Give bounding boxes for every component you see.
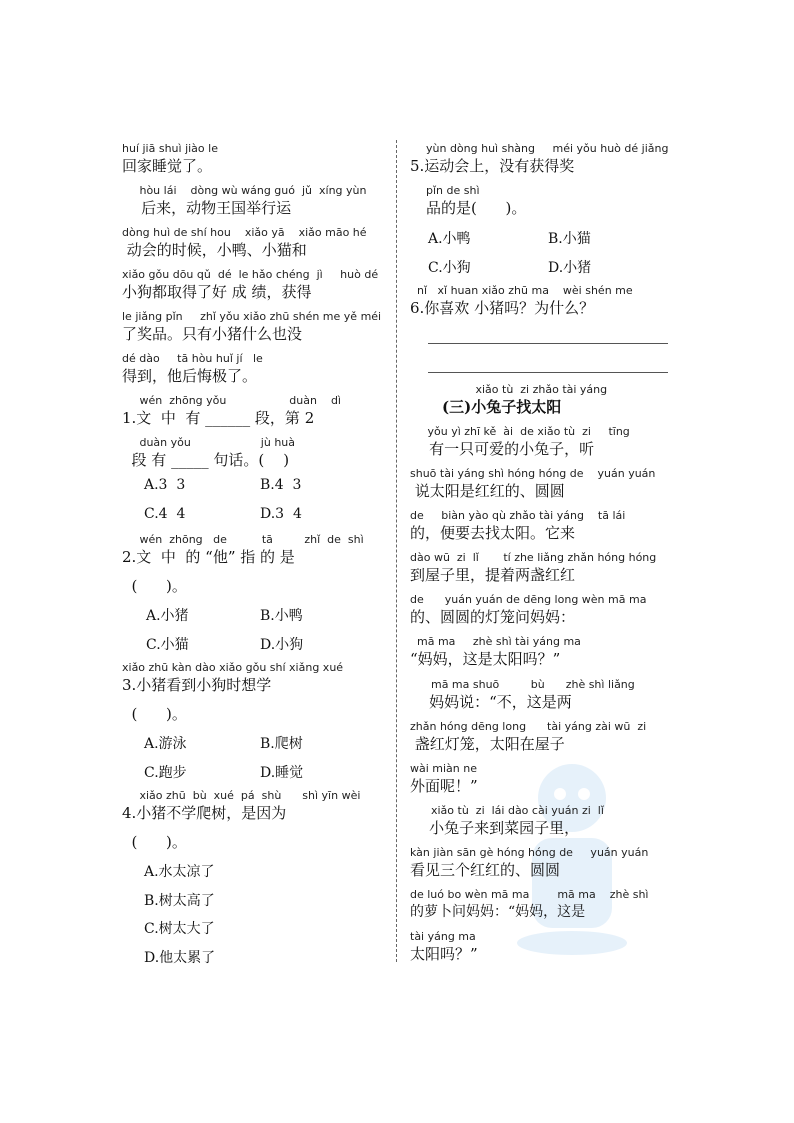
q5-option-d[interactable]: D.小猪 (548, 260, 592, 276)
q4-option-a[interactable]: A.水太凉了 (144, 864, 215, 880)
q5-option-a[interactable]: A.小鸭 (428, 231, 471, 247)
q3-option-d[interactable]: D.睡觉 (260, 765, 304, 781)
q1-option-d[interactable]: D.3 4 (260, 506, 302, 522)
q3-option-c[interactable]: C.跑步 (144, 765, 187, 781)
q2-option-a[interactable]: A.小猪 (146, 608, 189, 624)
story-line-1 (410, 425, 630, 459)
hanzi: 外面呢！” (410, 777, 478, 795)
pinyin: yǒu yì zhī kě ài de xiǎo tù zi tīng (410, 425, 630, 438)
question-1-text: 1.文 中 有 ______ 段，第 2 (122, 409, 315, 427)
hanzi: 有一只可爱的小兔子，听 (410, 440, 595, 458)
q5-option-b[interactable]: B.小猫 (548, 231, 591, 247)
question-5-text-2[interactable]: 品的是( )。 (426, 199, 527, 217)
answer-blank[interactable]: ( )。 (122, 705, 187, 723)
story-line-4 (122, 268, 378, 302)
story-line-7 (410, 678, 635, 712)
answer-blank[interactable]: ( )。 (122, 833, 187, 851)
story-line-10 (410, 804, 604, 838)
q2-option-b[interactable]: B.小鸭 (260, 608, 303, 624)
pinyin: xiǎo gǒu dōu qǔ dé le hǎo chéng jì huò dé (122, 268, 379, 281)
hanzi: 的萝卜问妈妈：“妈妈，这是 (410, 904, 586, 920)
pinyin: xiǎo zhū kàn dào xiǎo gǒu shí xiǎng xué (122, 661, 344, 674)
answer-blank[interactable]: ( )。 (122, 577, 187, 595)
hanzi: 了奖品。只有小猪什么也没 (122, 325, 303, 343)
q5-option-c[interactable]: C.小狗 (428, 260, 471, 276)
question-4 (122, 789, 360, 852)
story-line-2 (122, 184, 366, 218)
q1-option-b[interactable]: B.4 3 (260, 477, 302, 493)
pinyin: kàn jiàn sān gè hóng hóng de yuán yuán (410, 846, 649, 859)
pinyin: dé dào tā hòu huǐ jí le (122, 352, 263, 365)
question-2 (122, 533, 364, 596)
pinyin: xiǎo tù zi lái dào cài yuán zi lǐ (410, 804, 604, 817)
hanzi: 回家睡觉了。 (122, 157, 213, 175)
pinyin: de biàn yào qù zhǎo tài yáng tā lái (410, 509, 626, 522)
q4-option-b[interactable]: B.树太高了 (144, 893, 215, 909)
section-title (410, 383, 607, 417)
answer-line-1[interactable] (428, 343, 668, 344)
pinyin: wén zhōng de tā zhǐ de shì (122, 533, 364, 546)
q2-option-d[interactable]: D.小狗 (260, 637, 304, 653)
story-line-1 (122, 142, 218, 176)
hanzi: 得到，他后悔极了。 (122, 367, 258, 385)
q1-option-c[interactable]: C.4 4 (144, 506, 186, 522)
pinyin: de yuán yuán de dēng long wèn mā ma (410, 593, 647, 606)
hanzi: 小狗都取得了好 成 绩，获得 (122, 283, 312, 301)
pinyin: dòng huì de shí hou xiǎo yā xiǎo māo hé (122, 226, 367, 239)
section-heading: (三)小兔子找太阳 (442, 398, 562, 416)
pinyin: pǐn de shì (426, 184, 480, 197)
pinyin: de luó bo wèn mā ma mā ma zhè shì (410, 888, 649, 901)
pinyin: duàn yǒu jù huà (122, 436, 295, 449)
story-line-13 (410, 930, 478, 964)
story-line-8 (410, 720, 646, 754)
hanzi: 盏红灯笼，太阳在屋子 (410, 735, 565, 753)
question-3-text: 3.小猪看到小狗时想学 (122, 676, 272, 694)
pinyin: shuō tài yáng shì hóng hóng de yuán yuán (410, 467, 656, 480)
column-divider (396, 140, 397, 962)
answer-line-2[interactable] (428, 372, 668, 373)
hanzi: “妈妈，这是太阳吗？” (410, 650, 561, 668)
hanzi: 小兔子来到菜园子里， (410, 819, 580, 837)
story-line-5 (410, 593, 646, 627)
pinyin: mā ma zhè shì tài yáng ma (410, 635, 581, 648)
question-2-text: 2.文 中 的 “他” 指 的 是 (122, 548, 295, 566)
q3-option-b[interactable]: B.爬树 (260, 736, 303, 752)
hanzi: 到屋子里，提着两盏红红 (410, 566, 576, 584)
story-line-3 (410, 509, 625, 543)
q4-option-d[interactable]: D.他太累了 (144, 950, 216, 966)
story-line-5 (122, 310, 381, 344)
pinyin: dào wū zi lǐ tí zhe liǎng zhǎn hóng hóng (410, 551, 657, 564)
question-5 (410, 142, 668, 218)
question-6 (410, 284, 633, 318)
pinyin: hòu lái dòng wù wáng guó jǔ xíng yùn (122, 184, 367, 197)
pinyin: mā ma shuō bù zhè shì liǎng (410, 678, 635, 691)
q1-option-a[interactable]: A.3 3 (144, 477, 186, 493)
hanzi: 太阳吗？” (410, 945, 478, 963)
question-4-text: 4.小猪不学爬树，是因为 (122, 804, 287, 822)
question-6-text: 6.你喜欢 小猪吗？为什么？ (410, 299, 595, 317)
hanzi: 动会的时候，小鸭、小猫和 (122, 241, 307, 259)
story-line-4 (410, 551, 656, 585)
pinyin: xiǎo zhū bù xué pá shù shì yīn wèi (122, 789, 361, 802)
hanzi: 看见三个红红的、圆圆 (410, 861, 561, 879)
story-line-12 (410, 888, 649, 921)
pinyin: xiǎo tù zi zhǎo tài yáng (444, 383, 608, 396)
pinyin: wén zhōng yǒu duàn dì (122, 394, 341, 407)
pinyin: le jiǎng pǐn zhǐ yǒu xiǎo zhū shén me yě méi (122, 310, 382, 323)
question-5-text: 5.运动会上，没有获得奖 (410, 157, 575, 175)
story-line-11 (410, 846, 648, 880)
hanzi: 的，便要去找太阳。它来 (410, 524, 576, 542)
story-line-2 (410, 467, 655, 501)
story-line-6 (122, 352, 263, 386)
question-1 (122, 394, 341, 470)
story-line-6 (410, 635, 581, 669)
pinyin: huí jiā shuì jiào le (122, 142, 218, 155)
q2-option-c[interactable]: C.小猫 (146, 637, 189, 653)
q3-option-a[interactable]: A.游泳 (144, 736, 187, 752)
pinyin: yùn dòng huì shàng méi yǒu huò dé jiǎng (426, 142, 669, 155)
hanzi: 说太阳是红红的、圆圆 (410, 482, 565, 500)
pinyin: tài yáng ma (410, 930, 476, 943)
question-3 (122, 661, 343, 724)
hanzi: 的、圆圆的灯笼问妈妈： (410, 608, 576, 626)
pinyin: nǐ xǐ huan xiǎo zhū ma wèi shén me (410, 284, 633, 297)
pinyin: zhǎn hóng dēng long tài yáng zài wū zi (410, 720, 647, 733)
question-1-text-2: 段 有 _____ 句话。( ) (122, 451, 290, 469)
hanzi: 妈妈说：“不，这是两 (410, 693, 572, 711)
hanzi: 后来，动物王国举行运 (122, 199, 292, 217)
pinyin: wài miàn ne (410, 762, 478, 775)
story-line-9 (410, 762, 478, 796)
q4-option-c[interactable]: C.树太大了 (144, 921, 215, 937)
story-line-3 (122, 226, 367, 260)
